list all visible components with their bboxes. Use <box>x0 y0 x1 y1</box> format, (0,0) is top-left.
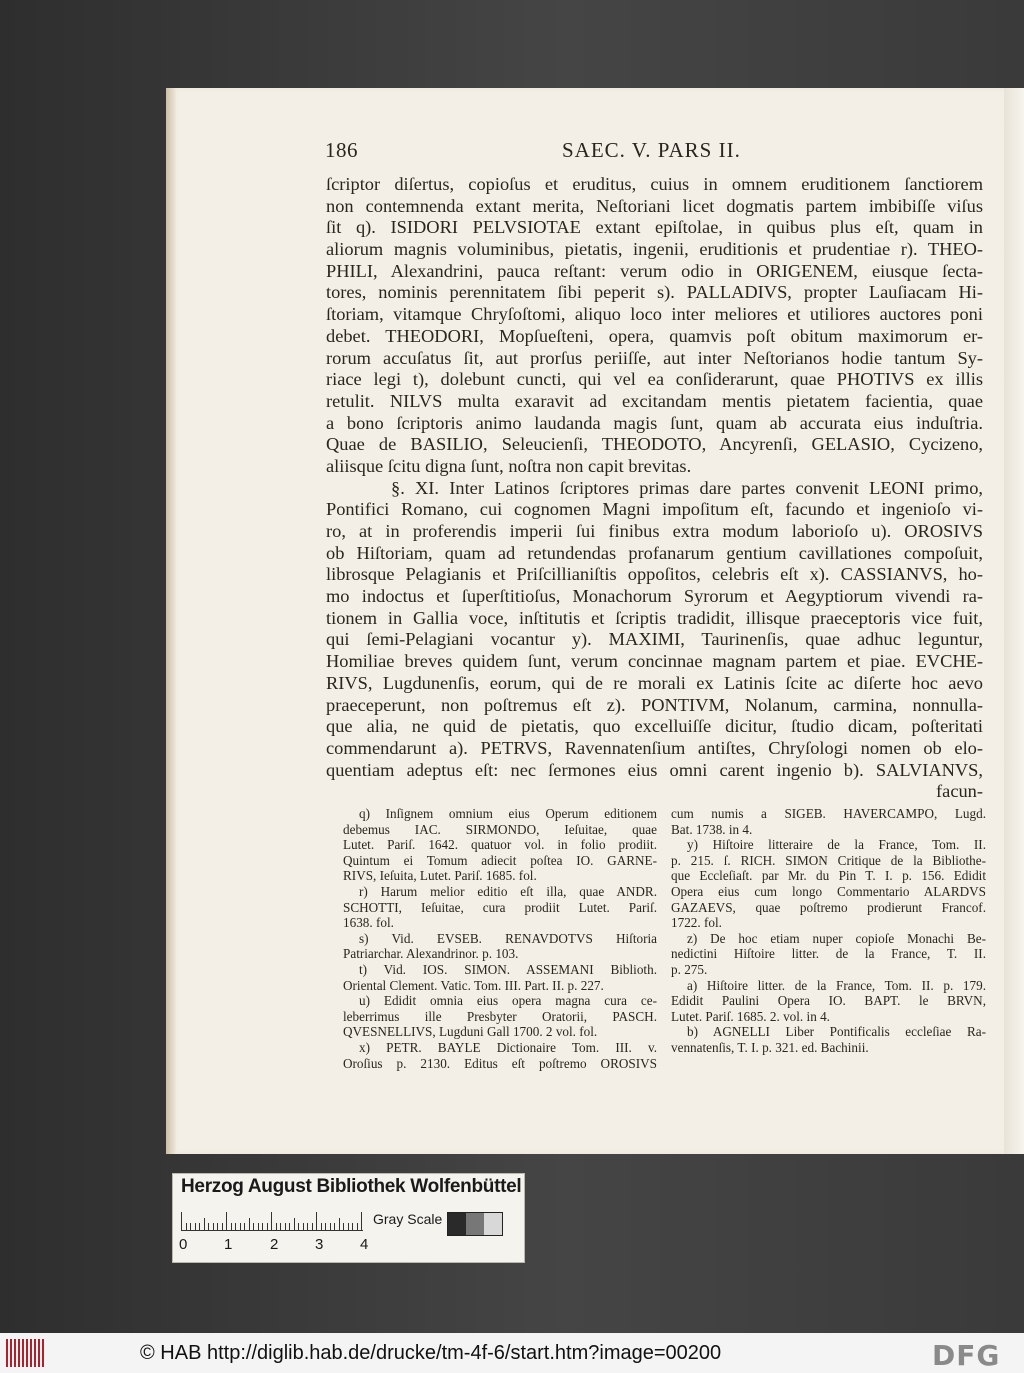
gray-scale-label: Gray Scale <box>373 1211 443 1227</box>
footnote-line: Oroſius p. 2130. Editus eſt poſtremo OROSIVS <box>343 1055 657 1071</box>
body-line: riace legi t), dolebunt cuncti, qui vel ea conſiderarunt, quae PHOTIVS ex illis <box>326 369 983 390</box>
scale-number: 3 <box>315 1236 324 1253</box>
body-line: ſcriptor diſertus, copioſus et eruditus, cuius in omnem eruditionem ſanctiorem <box>326 174 983 194</box>
body-line: ſit q). ISIDORI PELVSIOTAE extant epiſtolae, in quibus plus eſt, quam in <box>326 217 983 238</box>
ruler-tick <box>204 1218 205 1230</box>
ruler-tick <box>321 1223 322 1230</box>
footnote-line: que Eccleſiaſt. par Mr. du Pin T. I. p. 156. Edidit <box>671 868 986 884</box>
scale-number: 1 <box>224 1236 233 1253</box>
ruler-tick <box>325 1223 326 1230</box>
footnote-line: p. 215. ſ. RICH. SIMON Critique de la Bibliothe- <box>671 852 986 868</box>
body-line: aliorum magnis voluminibus, pietatis, ingenii, eruditionis et prudentiae r). THEO- <box>326 239 983 260</box>
footnote-line: GAZAEVS, quae poſtremo prodierunt Francof. <box>671 899 986 915</box>
body-line: qui ſemi-Pelagiani vocantur y). MAXIMI, Taurinenſis, quae adhuc leguntur, <box>326 629 983 650</box>
body-line: ſtoriam, vitamque Chryſoſtomi, aliquo loco inter meliores et utiliores auctores poni <box>326 304 983 325</box>
page-header <box>325 138 985 164</box>
body-line: tionem in Gallia voce, inſtitutis et ſcriptis tradidit, illisque praeceptoris vice fuit, <box>326 607 983 628</box>
ruler-tick <box>303 1223 304 1230</box>
next-page-edge <box>1004 88 1024 1154</box>
footnote-line: nedictini Hiſtoire litter. de la France, T. II. <box>671 946 986 962</box>
body-line: PHILI, Alexandrini, pauca reſtant: verum odio in ORIGENEM, eiusque ſecta- <box>326 260 983 281</box>
scale-numbers <box>179 1236 369 1256</box>
footnote-line: Bat. 1738. in 4. <box>671 821 753 837</box>
color-calibration-chart <box>172 1173 525 1263</box>
footnote-line: QVESNELLIVS, Lugduni Gall 1700. 2 vol. fol. <box>343 1024 598 1040</box>
ruler-tick <box>357 1223 358 1230</box>
body-line: aliisque ſcitu digna ſunt, noſtra non capit brevitas. <box>326 455 692 476</box>
footnote-line: z) De hoc etiam nuper copioſe Monachi Be- <box>687 930 986 946</box>
scale-number: 2 <box>270 1236 279 1253</box>
catchword: facun- <box>936 781 983 802</box>
gray-swatch-dark <box>448 1213 466 1235</box>
footnote-line: q) Inſignem omnium eius Operum editionem <box>359 806 657 821</box>
body-text <box>326 174 983 803</box>
ruler-tick <box>267 1223 268 1230</box>
body-line: tores, nominis perennitatem ſibi peperit s). PALLADIVS, propter Lauſiacam Hi- <box>326 282 983 303</box>
footnote-line: Oriental Clement. Vatic. Tom. III. Part. II. p. 227. <box>343 977 604 993</box>
page-number: 186 <box>325 138 358 162</box>
ruler-tick <box>285 1223 286 1230</box>
ruler-tick <box>298 1223 299 1230</box>
ruler-tick <box>262 1223 263 1230</box>
footnote-line: SCHOTTI, Ieſuitae, cura prodiit Lutet. Pariſ. <box>343 899 657 915</box>
ruler-tick <box>199 1223 200 1230</box>
body-line: mo indoctus et ſuperſtitioſus, Monachorum Syrorum et Aegyptiorum vivendi ra- <box>326 586 983 607</box>
body-line: rorum accuſatus ſit, aut prorſus periiſſe, aut inter Neſtorianos hodie tantum Sy- <box>326 347 983 368</box>
body-line: Pontifici Romano, cui cognomen Magni impoſitum eſt, facundo et ingenioſo vi- <box>326 499 983 520</box>
ruler-tick <box>208 1223 209 1230</box>
ruler-tick <box>343 1223 344 1230</box>
footnote-line: b) AGNELLI Liber Pontificalis eccleſiae Ra- <box>687 1024 986 1040</box>
body-line: ro, at in proferendis imperii ſui finibus extra modum laborioſo u). OROSIVS <box>326 521 983 541</box>
footnote-line: vennatenſis, T. I. p. 321. ed. Bachinii. <box>671 1039 869 1055</box>
gray-swatch-mid <box>466 1213 484 1235</box>
ruler-tick <box>258 1223 259 1230</box>
ruler-tick <box>186 1223 187 1230</box>
viewer-footer <box>0 1333 1024 1373</box>
dfg-logo: DFG <box>932 1339 1001 1372</box>
footnote-line: 1722. fol. <box>671 915 722 931</box>
ruler-tick <box>217 1223 218 1230</box>
body-line: librosque Pelagianis et Priſcillianiſtis oppoſitos, celebris eſt x). CASSIANVS, ho- <box>326 564 983 585</box>
footnote-line: Edidit Paulini Opera IO. BAPT. le BRVN, <box>671 993 986 1009</box>
footnote-line: r) Harum melior editio eſt illa, quae ANDR. <box>359 883 657 899</box>
ruler-tick <box>240 1223 241 1230</box>
ruler-tick <box>307 1223 308 1230</box>
ruler-tick <box>249 1218 250 1230</box>
body-line: commendarunt a). PETRVS, Ravennatenſium antiſtes, Chryſologi nomen ob elo- <box>326 737 983 758</box>
footnote-line: p. 275. <box>671 961 708 977</box>
body-line: RIVS, Lugdunenſis, eorum, qui de re morali ex Latinis ſcite ac diſerte hoc aevo <box>326 672 983 693</box>
ruler-tick <box>195 1223 196 1230</box>
ruler-tick <box>294 1218 295 1230</box>
footnote-line: Patriarchar. Alexandrinor. p. 103. <box>343 946 519 962</box>
body-line: debet. THEODORI, Mopſueſteni, opera, quamvis poſt obitum maximorum er- <box>326 325 983 346</box>
ruler-tick <box>181 1212 182 1230</box>
ruler-tick <box>334 1223 335 1230</box>
ruler-tick <box>276 1223 277 1230</box>
footnote-line: debemus IAC. SIRMONDO, Ieſuitae, quae <box>343 821 657 837</box>
ruler-tick <box>348 1223 349 1230</box>
body-line: praeceperunt, non poſtremus eſt z). PONTIVM, Nolanum, carmina, nonnulla- <box>326 694 983 715</box>
footnote-line: t) Vid. IOS. SIMON. ASSEMANI Biblioth. <box>359 961 657 977</box>
footnote-line: y) Hiſtoire litteraire de la France, Tom. II. <box>687 837 986 853</box>
body-line: Homiliae breves quidem ſunt, verum concinnae magnam partem et piae. EVCHE- <box>326 651 983 672</box>
scale-ruler <box>181 1210 363 1231</box>
footnote-line: Lutet. Pariſ. 1642. quatuor vol. in folio prodiit. <box>343 837 657 853</box>
footnote-line: 1638. fol. <box>343 915 394 931</box>
ruler-tick <box>271 1212 272 1230</box>
ruler-tick <box>280 1223 281 1230</box>
library-name: Herzog August Bibliothek Wolfenbüttel <box>181 1176 522 1197</box>
footnote-line: Lutet. Pariſ. 1685. 2. vol. in 4. <box>671 1008 830 1024</box>
ruler-tick <box>226 1212 227 1230</box>
footnote-line: u) Edidit omnia eius opera magna cura ce- <box>359 993 657 1009</box>
ruler-tick <box>213 1223 214 1230</box>
section-start-line: §. XI. Inter Latinos ſcriptores primas dare partes convenit LEONI primo, <box>391 477 983 498</box>
footnote-line: leberrimus ille Presbyter Oratorii, PASCH. <box>343 1008 657 1024</box>
page-gutter-edge <box>166 88 176 1154</box>
scale-number: 0 <box>179 1236 188 1253</box>
footnote-line: x) PETR. BAYLE Dictionaire Tom. III. v. <box>359 1039 657 1055</box>
ruler-tick <box>339 1218 340 1230</box>
ruler-tick <box>312 1223 313 1230</box>
footnote-line: cum numis a SIGEB. HAVERCAMPO, Lugd. <box>671 806 986 821</box>
ruler-tick <box>231 1223 232 1230</box>
ruler-tick <box>330 1223 331 1230</box>
gray-scale-swatches <box>447 1212 503 1236</box>
ruler-tick <box>235 1223 236 1230</box>
scale-number: 4 <box>360 1236 369 1253</box>
body-line: non contemnenda extant merita, Neſtoriani licet dogmatis partem imbibiſſe viſus <box>326 195 983 216</box>
footnote-line: RIVS, Ieſuita, Lutet. Pariſ. 1685. fol. <box>343 868 537 884</box>
ruler-tick <box>361 1212 362 1230</box>
ruler-tick <box>289 1223 290 1230</box>
hab-barcode-logo-icon <box>6 1339 46 1367</box>
ruler-tick <box>244 1223 245 1230</box>
running-head: SAEC. V. PARS II. <box>562 138 741 162</box>
ruler-tick <box>253 1223 254 1230</box>
body-line: a bono ſcriptoris animo laudanda magis ſunt, quam ab accurata eius induſtria. <box>326 412 983 433</box>
body-line: retulit. NILVS multa exaravit ad excitandam mentis pietatem facientia, quae <box>326 390 983 411</box>
footnote-line: a) Hiſtoire litter. de la France, Tom. II. p. 179. <box>687 977 986 993</box>
footnotes-right-column <box>671 806 986 1056</box>
body-line: Quae de BASILIO, Seleucienſi, THEODOTO, Ancyrenſi, GELASIO, Cycizeno, <box>326 434 983 455</box>
gray-swatch-light <box>484 1213 502 1235</box>
footnote-line: Quintum ei Tomum adiecit poſtea IO. GARNE- <box>343 852 657 868</box>
footnotes-left-column <box>343 806 657 1071</box>
ruler-tick <box>222 1223 223 1230</box>
body-line: que alia, ne quid de pietatis, quo excelluiſſe dicitur, ſtudio dicam, poſteritati <box>326 716 983 737</box>
ruler-tick <box>316 1212 317 1230</box>
body-line: ob Hiſtoriam, quam ad retundendas profanarum gentium cavillationes compoſuit, <box>326 542 983 563</box>
ruler-tick <box>190 1223 191 1230</box>
footnote-line: s) Vid. EVSEB. RENAVDOTVS Hiſtoria <box>359 930 657 946</box>
footnote-line: Opera eius cum longo Commentario ALARDVS <box>671 883 986 899</box>
body-line: quentiam adeptus eſt: nec ſermones eius omni carent ingenio b). SALVIANVS, <box>326 759 983 780</box>
ruler-tick <box>352 1223 353 1230</box>
source-url[interactable]: © HAB http://diglib.hab.de/drucke/tm-4f-6/start.htm?image=00200 <box>140 1342 722 1364</box>
